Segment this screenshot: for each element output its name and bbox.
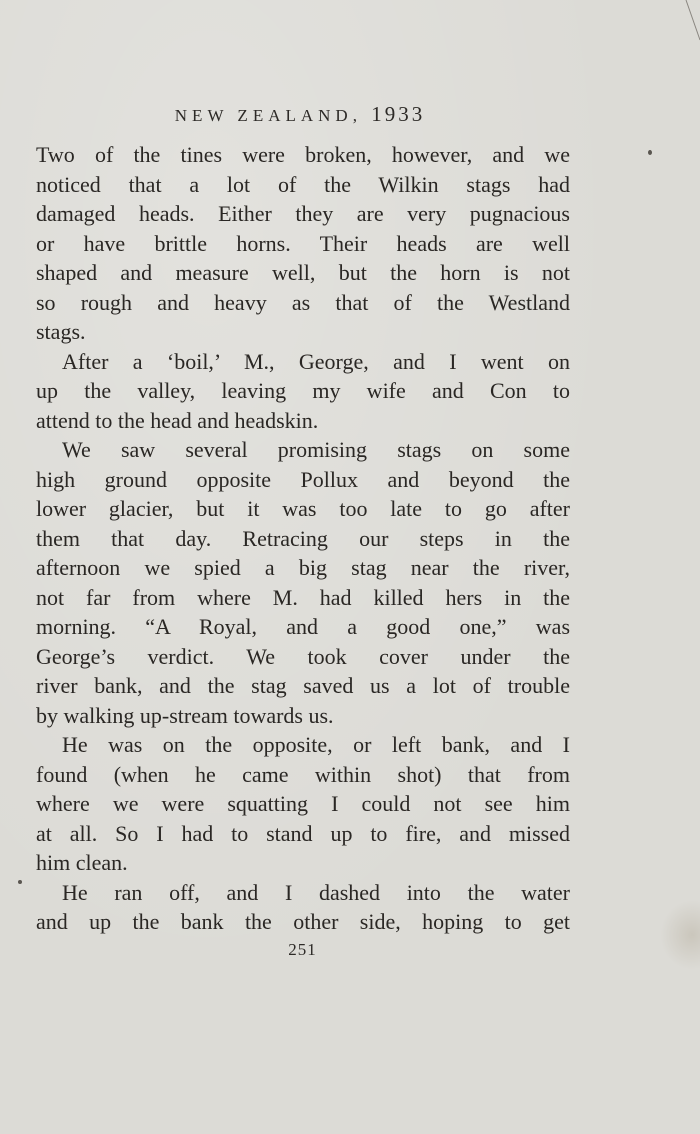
text-line: Two of the tines were broken, however, and we (36, 142, 570, 167)
text-line: After a ‘boil,’ M., George, and I went on (62, 348, 570, 374)
text-line: so rough and heavy as that of the Westland (36, 289, 570, 315)
text-line: him clean. (36, 850, 128, 875)
text-line: where we were squatting I could not see him (36, 791, 570, 816)
page-number: 251 (288, 940, 317, 959)
text-line: noticed that a lot of the Wilkin stags had (36, 171, 570, 197)
text-line: them that day. Retracing our steps in the (36, 525, 570, 551)
text-line: or have brittle horns. Their heads are well (36, 230, 570, 256)
text-line: We saw several promising stags on some (62, 437, 570, 462)
text-line: not far from where M. had killed hers in the (36, 584, 570, 610)
text-line: by walking up-stream towards us. (36, 702, 334, 728)
text-line: at all. So I had to stand up to fire, and missed (36, 820, 570, 846)
text-line: damaged heads. Either they are very pugnacious (36, 201, 570, 226)
text-line: stags. (36, 319, 86, 344)
running-head-title: NEW ZEALAND, (174, 106, 362, 125)
text-line: found (when he came within shot) that from (36, 761, 570, 787)
text-line: He ran off, and I dashed into the water (62, 879, 570, 905)
running-head-year: 1933 (371, 102, 426, 126)
text-line: up the valley, leaving my wife and Con to (36, 378, 570, 403)
running-head (0, 102, 600, 127)
page-corner-fold (680, 0, 700, 50)
ink-speck (18, 880, 22, 884)
text-line: and up the bank the other side, hoping to get (36, 909, 570, 934)
paper-stain (660, 900, 700, 970)
text-line: attend to the head and headskin. (36, 407, 319, 433)
text-line: He was on the opposite, or left bank, and I (62, 732, 570, 757)
text-line: afternoon we spied a big stag near the river, (36, 555, 570, 580)
body-text (36, 140, 570, 937)
text-line: shaped and measure well, but the horn is not (36, 260, 570, 285)
text-line: George’s verdict. We took cover under the (36, 643, 570, 669)
ink-speck (648, 150, 652, 155)
text-line: river bank, and the stag saved us a lot of trouble (36, 673, 570, 698)
text-line: morning. “A Royal, and a good one,” was (36, 614, 570, 639)
text-line: high ground opposite Pollux and beyond the (36, 466, 570, 492)
text-line: lower glacier, but it was too late to go after (36, 496, 570, 521)
